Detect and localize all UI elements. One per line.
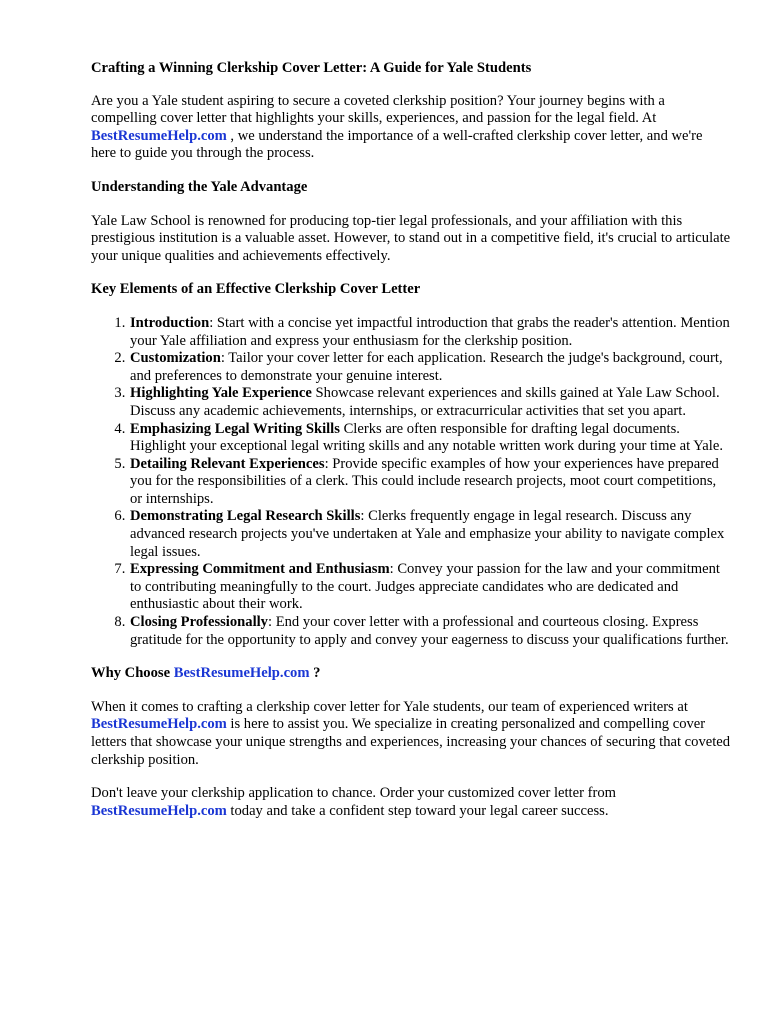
closing-paragraph [91,785,731,820]
list-item-text: Tailor your cover letter for each application. Research the judge's background, court, and preferences to demonstrate your genuine interest. [130,350,723,384]
list-item-separator: : [209,314,217,331]
list-item-separator: : [324,455,333,472]
key-elements-heading: Key Elements of an Effective Clerkship Cover Letter [91,281,421,298]
list-item-text: Convey your passion for the law and your commitment to contributing meaningfully to the court. Judges appreciate candidates who are dedicated and enthusiastic about their work. [130,561,720,613]
why-choose-body-link-bestresumehelp[interactable]: BestResumeHelp.com [91,716,227,733]
list-item [129,456,731,509]
list-item [129,421,731,456]
intro-paragraph [91,93,731,163]
list-item [129,561,731,614]
list-item-text: Provide specific examples of how your experiences have prepared you for the responsibilities of a clerk. This could include research projects, moot court competitions, or internships. [130,455,719,507]
advantage-paragraph: Yale Law School is renowned for producing top-tier legal professionals, and your affiliation with this prestigious institution is a valuable asset. However, to stand out in a competitive field, it's crucial to articulate your unique qualities and achievements effectively. [91,212,731,264]
list-item-term: Introduction [130,314,210,331]
why-choose-paragraph [91,699,731,769]
document-page [91,60,731,820]
list-item-text: Clerks are often responsible for drafting legal documents. Highlight your exceptional legal writing skills and any notable written work during your time at Yale. [130,420,723,455]
list-item-text: Clerks frequently engage in legal research. Discuss any advanced research projects you've undertaken at Yale and emphasize your ability to navigate complex legal issues. [130,508,725,560]
list-item-term: Emphasizing Legal Writing Skills [130,420,340,437]
document-title: Crafting a Winning Clerkship Cover Letter: A Guide for Yale Students [91,60,532,76]
why-choose-text-end: is here to assist you. We specialize in creating personalized and compelling cover letters that showcase your unique strengths and experiences, increasing your chances of securing that coveted clerkship position. [91,716,731,768]
list-item-text: Start with a concise yet impactful introduction that grabs the reader's attention. Mention your Yale affiliation and express your enthusiasm for the clerkship position. [130,314,730,349]
why-choose-heading-start: Why Choose [91,665,174,682]
list-item-separator: : [360,508,369,525]
list-item [129,614,731,649]
key-elements-list [91,315,731,649]
advantage-heading: Understanding the Yale Advantage [91,178,308,195]
why-choose-link-bestresumehelp[interactable]: BestResumeHelp.com [173,665,310,682]
list-item-text: Showcase relevant experiences and skills gained at Yale Law School. Discuss any academic achievements, internships, or extracurricular activities that set you apart. [130,385,720,419]
list-item-term: Detailing Relevant Experiences [130,455,325,472]
intro-link-bestresumehelp[interactable]: BestResumeHelp.com [91,127,227,144]
list-item [129,508,731,561]
list-item-separator: : [220,350,229,367]
list-item-term: Demonstrating Legal Research Skills [130,508,361,525]
closing-text-end: today and take a confident step toward your legal career success. [226,802,609,819]
list-item-term: Highlighting Yale Experience [130,385,312,402]
intro-text-start: Are you a Yale student aspiring to secure a coveted clerkship position? Your journey begins with a compelling cover letter that highlights your skills, experiences, and passion for the legal field. At [91,92,665,127]
why-choose-text-start: When it comes to crafting a clerkship cover letter for Yale students, our team of experienced writers at [91,698,688,715]
list-item [129,385,731,420]
why-choose-heading-end: ? [309,665,321,682]
why-choose-heading [91,665,731,683]
closing-link-bestresumehelp[interactable]: BestResumeHelp.com [91,802,227,819]
list-item-term: Expressing Commitment and Enthusiasm [130,561,390,578]
list-item-text: End your cover letter with a professional and courteous closing. Express gratitude for the opportunity to apply and convey your eagerness to discuss your qualifications further. [130,614,729,648]
list-item-separator: : [267,614,276,631]
list-item-term: Closing Professionally [130,614,268,631]
list-item-separator: : [389,561,398,578]
list-item-term: Customization [130,350,221,367]
intro-text-end: , we understand the importance of a well-crafted clerkship cover letter, and we're here to guide you through the process. [91,127,703,162]
list-item [129,350,731,385]
closing-text-start: Don't leave your clerkship application to chance. Order your customized cover letter from [91,785,616,802]
list-item [129,315,731,350]
